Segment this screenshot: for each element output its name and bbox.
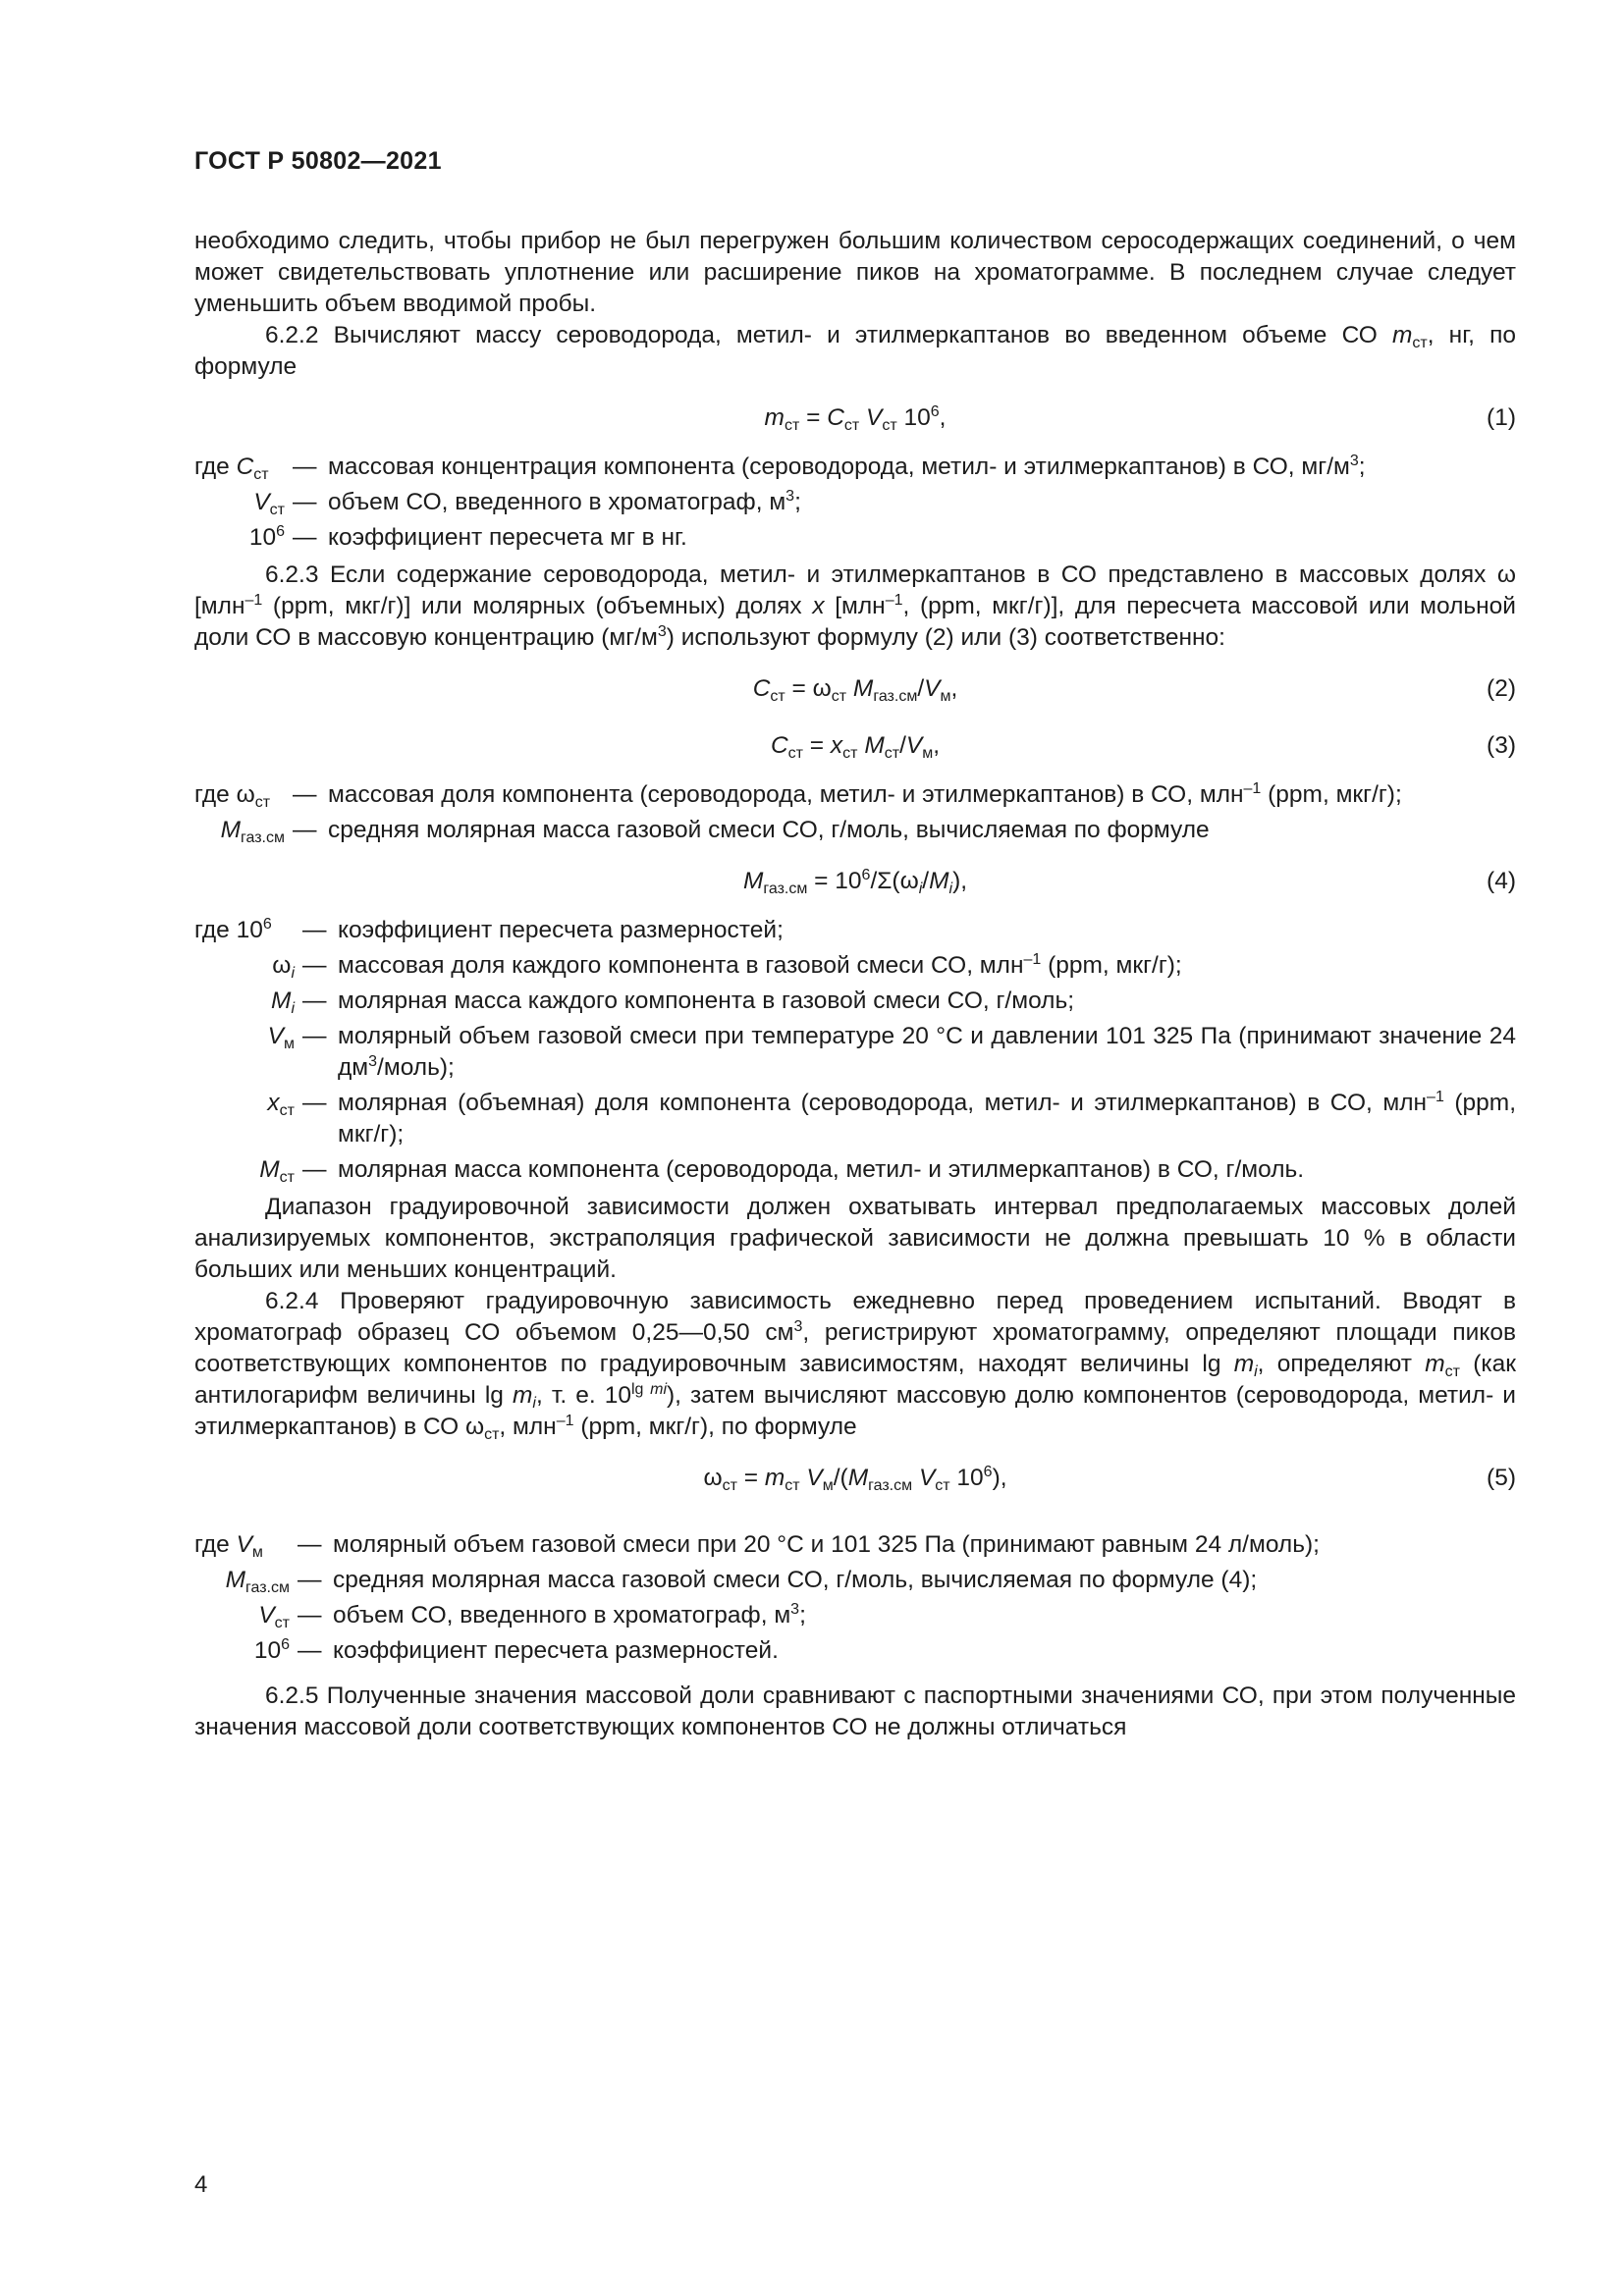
- formula-2-expression: $C_{ст} = \omega_{ст}$ $M_{газ.см}/V_м$,: [752, 675, 958, 705]
- formula-5-expression: $\omega_{ст} = m_{ст}$ $V_м/(M_{газ.см}$ $V_{ст}$ $10^6$),: [703, 1464, 1007, 1494]
- where-item: $M_i$ — молярная масса каждого компонента в газовой смеси СО, г/моль;: [271, 988, 1075, 1017]
- where-item: $V_м$ — молярный объем газовой смеси при температуре 20 °С и давлении 101 325 Па (принимают значение 24 $дм^3/моль$);: [267, 1023, 1516, 1081]
- formula-3-expression: $C_{ст} = x_{ст}$ $M_{ст}/V_м$,: [770, 732, 941, 762]
- where-item: $M_{газ.см}$ — средняя молярная масса газовой смеси СО, г/моль, вычисляемая по формуле (4);: [225, 1567, 1258, 1596]
- formula-5-number: (5): [1487, 1465, 1516, 1491]
- formula-5: [194, 1457, 1516, 1500]
- where-item: $x_{ст}$ — молярная (объемная) доля компонента (сероводорода, метил- и этилмеркаптанов) в СО, млн$^{-1}$ (ppm, мкг/г);: [267, 1089, 1517, 1148]
- where-item: $10^6$ — коэффициент пересчета мг в нг.: [248, 523, 687, 551]
- formula-3-number: (3): [1487, 732, 1516, 759]
- where-item: где $\omega_{ст}$ — массовая доля компонента (сероводорода, метил- и этилмеркаптанов) в СО, млн$^{-1}$ (ppm, мкг/г);: [194, 780, 1402, 811]
- formula-3: [194, 724, 1516, 768]
- formula-1-expression: $m_{ст} = C_{ст}$ $V_{ст}$ $10^6$,: [764, 403, 947, 434]
- where-item: $M_{ст}$ — молярная масса компонента (сероводорода, метил- и этилмеркаптанов) в СО, г/моль.: [259, 1156, 1305, 1186]
- where-item: $V_{ст}$ — объем СО, введенного в хроматограф, $м^3$;: [258, 1601, 806, 1631]
- paragraph-6-2-2: 6.2.2 Вычисляют массу сероводорода, метил- и этилмеркаптанов во введенном объеме СО $m_{ст}$, нг, по формуле: [194, 322, 1516, 380]
- where-item: $V_{ст}$ — объем СО, введенного в хроматограф, $м^3$;: [253, 488, 801, 518]
- formula-1-number: (1): [1487, 404, 1516, 431]
- where-item: где $10^6$ — коэффициент пересчета размерностей;: [194, 916, 784, 943]
- document-body: [194, 226, 1516, 1743]
- paragraph-6-2-5: 6.2.5 Полученные значения массовой доли сравнивают с паспортными значениями СО, при этом полученные значения массовой доли соответствующих компонентов СО не должны отличаться: [194, 1682, 1516, 1740]
- document-header: ГОСТ Р 50802—2021: [194, 147, 442, 175]
- formula-1: [194, 397, 1516, 440]
- page-number: 4: [194, 2171, 208, 2198]
- where-item: $\omega_i$ — массовая доля каждого компонента в газовой смеси СО, млн$^{-1}$ (ppm, мкг/г);: [272, 951, 1182, 982]
- where-item: $M_{газ.см}$ — средняя молярная масса газовой смеси СО, г/моль, вычисляемая по формуле: [220, 817, 1210, 846]
- paragraph-intro: необходимо следить, чтобы прибор не был перегружен большим количеством серосодержащих соединений, о чем может свидетельствовать уплотнение или расширение пиков на хроматограмме. В последнем случае следует уменьшить объем вводимой пробы.: [194, 228, 1516, 317]
- where-item: где $V_м$ — молярный объем газовой смеси при 20 °С и 101 325 Па (принимают равным 24 л/моль);: [194, 1531, 1320, 1561]
- formula-4-expression: $M_{газ.см} = 10^6/\Sigma(\omega_i/M_i)$,: [742, 867, 968, 897]
- paragraph-6-2-4: 6.2.4 Проверяют градуировочную зависимость ежедневно перед проведением испытаний. Вводят в хроматограф образец СО объемом 0,25—0,50 $см^3$, регистрируют хроматограмму, определяют площади пиков соответствующих компонентов по градуировочным зависимостям, находят величины $\lg m_i$, определяют $m_{ст}$ (как антилогарифм величины $\lg m_i$, т. е. $10^{lg mi}$), затем вычисляют массовую долю компонентов (сероводорода, метил- и этилмеркаптанов) в СО $\omega_{ст}$, млн$^{-1}$ (ppm, мкг/г), по формуле: [194, 1288, 1516, 1443]
- formula-4-number: (4): [1487, 868, 1516, 894]
- paragraph-6-2-3: 6.2.3 Если содержание сероводорода, метил- и этилмеркаптанов в СО представлено в массовых долях ω [млн$^{-1}$ (ppm, мкг/г)] или молярных (объемных) долях x [млн$^{-1}$, (ppm, мкг/г)], для пересчета массовой или мольной доли СО в массовую концентрацию $(мг/м^3)$ используют формулу (2) или (3) соответственно:: [194, 561, 1516, 651]
- where-item: $10^6$ — коэффициент пересчета размерностей.: [253, 1636, 779, 1664]
- paragraph-range: Диапазон градуировочной зависимости должен охватывать интервал предполагаемых массовых долей анализируемых компонентов, экстраполяция графической зависимости не должна превышать 10 % в области больших или меньших концентраций.: [194, 1194, 1516, 1283]
- formula-2-number: (2): [1487, 675, 1516, 702]
- formula-2: [194, 667, 1516, 711]
- where-item: где $C_{ст}$ — массовая концентрация компонента (сероводорода, метил- и этилмеркаптанов) в СО, $мг/м^3$;: [194, 453, 1366, 483]
- formula-4: [194, 860, 1516, 903]
